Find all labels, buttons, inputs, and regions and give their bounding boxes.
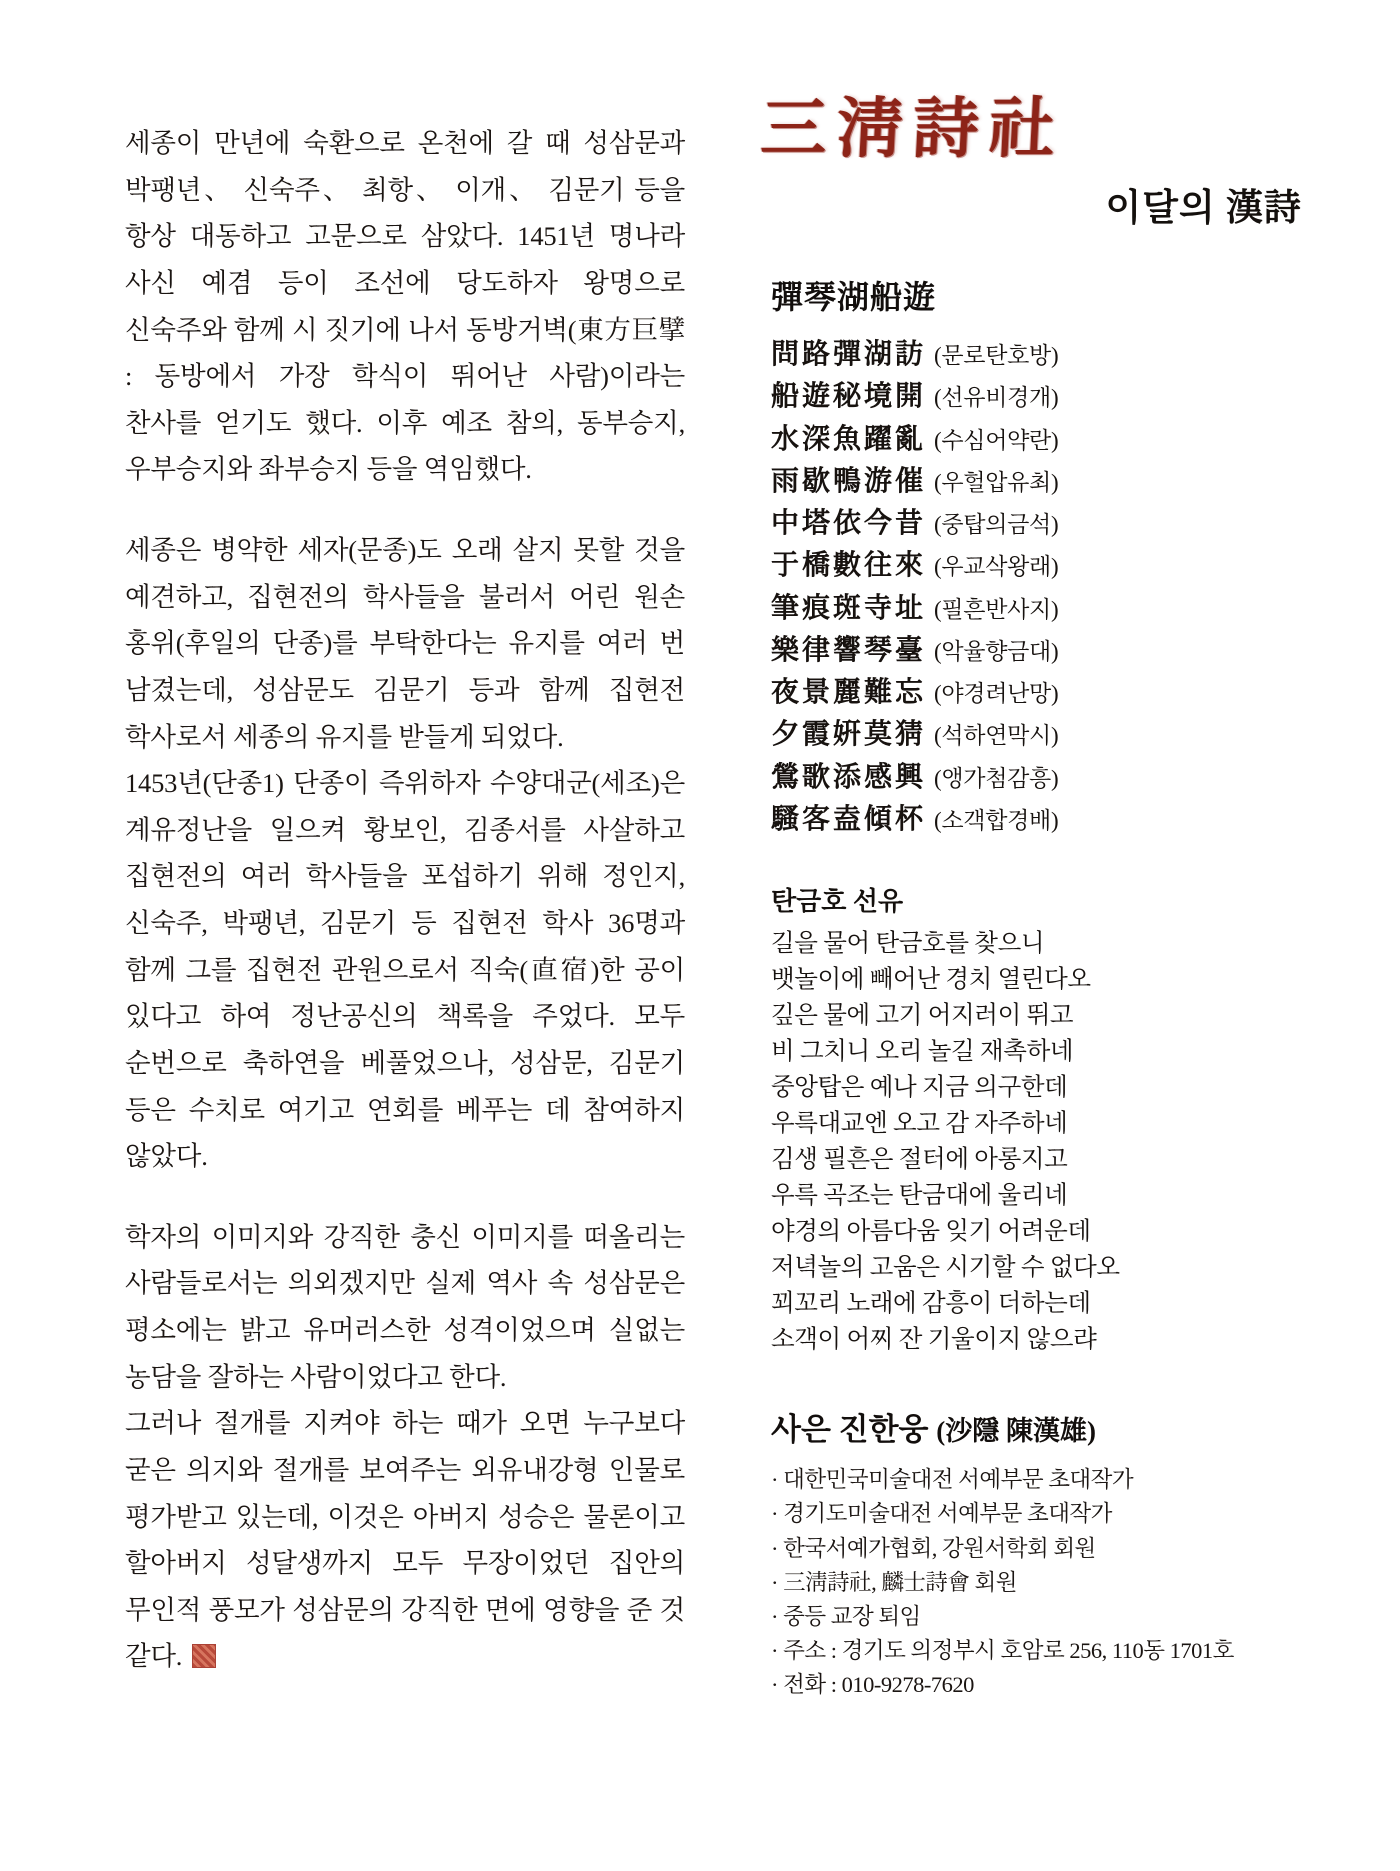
poem-line <box>771 672 1330 714</box>
poem-line-reading: (야경려난망) <box>934 681 1059 707</box>
poem-line-reading: (석하연막시) <box>934 723 1059 749</box>
translation-line: 중앙탑은 예나 지금 의구한데 <box>771 1074 1068 1102</box>
translation-line: 꾀꼬리 노래에 감흥이 더하는데 <box>771 1290 1091 1318</box>
poem-line <box>771 588 1330 630</box>
poem-line <box>771 799 1330 841</box>
poem-right-column <box>685 89 1330 1831</box>
poem-title: 彈琴湖船遊 <box>771 279 937 315</box>
poem-line-hanja: 雨歇鴨游催 <box>771 465 927 497</box>
article-paragraph-text: 그러나 절개를 지켜야 하는 때가 오면 누구보다 굳은 의지와 절개를 보여주는 외유내강형 인물로 평가받고 있는데, 이것은 아버지 성승은 물론이고 할아버지 성달생까지 모두 무장이었던 집안의 무인적 풍모가 성삼문의 강직한 면에 영향을 준 것 같다. <box>125 1408 685 1672</box>
poem-line-hanja: 船遊秘境開 <box>771 381 927 413</box>
poem-line <box>771 757 1330 799</box>
poem-line-reading: (우헐압유최) <box>934 469 1059 495</box>
poem-line-hanja: 水深魚躍亂 <box>771 423 927 455</box>
poem-line-reading: (선유비경개) <box>934 385 1059 411</box>
translation-line: 깊은 물에 고기 어지러이 뛰고 <box>771 1002 1074 1030</box>
translation-line: 우륵 곡조는 탄금대에 울리네 <box>771 1182 1068 1210</box>
poem-line-reading: (수심어약란) <box>934 427 1059 453</box>
author-credit-item: · 경기도미술대전 서예부문 초대작가 <box>771 1497 1330 1531</box>
translation-heading: 탄금호 선유 <box>771 887 904 917</box>
poem-line <box>771 714 1330 756</box>
author-phone: · 전화 : 010-9278-7620 <box>771 1668 1330 1702</box>
poem-line-hanja: 問路彈湖訪 <box>771 339 927 370</box>
translation-line: 뱃놀이에 빼어난 경치 열린다오 <box>771 966 1091 994</box>
poem-hanja-lines <box>771 334 1330 841</box>
poem-line <box>771 419 1330 461</box>
translation-lines <box>771 926 1330 1358</box>
translation-line: 저녁놀의 고움은 시기할 수 없다오 <box>771 1254 1120 1282</box>
author-credit-item: · 중등 교장 퇴임 <box>771 1600 1330 1634</box>
author-name-korean: 사은 진한웅 <box>771 1412 929 1448</box>
article-left-column <box>125 95 685 1831</box>
poem-line-hanja: 中塔依今昔 <box>771 508 927 540</box>
author-name <box>771 1404 1330 1449</box>
author-name-hanja: (沙隱 陳漢雄) <box>936 1416 1096 1447</box>
translation-line: 소객이 어찌 잔 기울이지 않으랴 <box>771 1326 1097 1354</box>
article-paragraph: 세종이 만년에 숙환으로 온천에 갈 때 성삼문과 박팽년、 신숙주、 최항、 이개、 김문기 등을 항상 대동하고 고문으로 삼았다. 1451년 명나라 사신 예겸 등이 조선에 당도하자 왕명으로 신숙주와 함께 시 짓기에 나서 동방거벽(東方巨擘 : 동방에서 가장 학식이 뛰어난 사람)이라는 찬사를 얻기도 했다. 이후 예조 참의, 동부승지, 우부승지와 좌부승지 등을 역임했다. <box>125 128 685 485</box>
poem-line-reading: (우교삭왕래) <box>934 554 1059 580</box>
poem-line-hanja: 于橋數往來 <box>771 550 927 582</box>
poem-line-hanja: 鶯歌添感興 <box>771 761 927 793</box>
poem-line-hanja: 樂律響琴臺 <box>771 634 927 666</box>
poem-line <box>771 376 1330 418</box>
translation-line: 야경의 아름다움 잊기 어려운데 <box>771 1218 1091 1246</box>
translation-line: 비 그치니 오리 놀길 재촉하네 <box>771 1038 1074 1066</box>
article-paragraph: 1453년(단종1) 단종이 즉위하자 수양대군(세조)은 계유정난을 일으켜 황보인, 김종서를 사살하고 집현전의 여러 학사들을 포섭하기 위해 정인지, 신숙주, 박팽년, 김문기 등 집현전 학사 36명과 함께 그를 집현전 관원으로서 직숙(直宿)한 공이 있다고 하여 정난공신의 책록을 주었다. 모두 순번으로 축하연을 베풀었으나, 성삼문, 김문기 등은 수치로 여기고 연회를 베푸는 데 참여하지 않았다. <box>125 768 685 1172</box>
poem-line-reading: (악율향금대) <box>934 638 1059 664</box>
poem-line <box>771 545 1330 587</box>
author-credit-item: · 三淸詩社, 麟士詩會 회원 <box>771 1566 1330 1600</box>
samcheong-siasa-logo: 三淸詩社 <box>758 89 1068 167</box>
poem-line-hanja: 筆痕斑寺址 <box>771 592 927 624</box>
poem-line-reading: (앵가첨감흥) <box>934 765 1059 791</box>
article-paragraph: 세종은 병약한 세자(문종)도 오래 살지 못할 것을 예견하고, 집현전의 학사들을 불러서 어린 원손 홍위(후일의 단종)를 부탁한다는 유지를 여러 번 남겼는데, 성삼문도 김문기 등과 함께 집현전 학사로서 세종의 유지를 받들게 되었다. <box>125 535 685 752</box>
poem-line <box>771 630 1330 672</box>
masthead-subtitle: 이달의 漢詩 <box>1105 188 1302 229</box>
author-block <box>771 1404 1330 1702</box>
poem-line-reading: (문로탄호방) <box>934 343 1059 368</box>
poem-line-reading: (필흔반사지) <box>934 596 1059 622</box>
author-credit-item: · 대한민국미술대전 서예부문 초대작가 <box>771 1463 1330 1497</box>
author-address: · 주소 : 경기도 의정부시 호암로 256, 110동 1701호 <box>771 1634 1330 1668</box>
poem-line-hanja: 夕霞姸莫猜 <box>771 719 927 751</box>
poem-line-reading: (소객합경배) <box>934 807 1059 833</box>
masthead <box>755 89 1330 250</box>
poem-line-hanja: 騷客盍傾杯 <box>771 803 927 835</box>
poem-line-hanja: 夜景麗難忘 <box>771 677 927 709</box>
red-seal-stamp-icon <box>192 1644 216 1668</box>
article-paragraph: 학자의 이미지와 강직한 충신 이미지를 떠올리는 사람들로서는 의외겠지만 실제 역사 속 성삼문은 평소에는 밝고 유머러스한 성격이었으며 실없는 농담을 잘하는 사람이었다고 한다. <box>125 1221 685 1392</box>
article-paragraph-final <box>125 1400 685 1680</box>
author-credits <box>771 1463 1330 1702</box>
translation-line: 길을 물어 탄금호를 찾으니 <box>771 930 1045 958</box>
poem-line <box>771 461 1330 503</box>
poem-line <box>771 503 1330 545</box>
translation-line: 김생 필흔은 절터에 아롱지고 <box>771 1146 1068 1174</box>
author-credit-item: · 한국서예가협회, 강원서학회 회원 <box>771 1532 1330 1566</box>
poem-line-reading: (중탑의금석) <box>934 512 1059 538</box>
translation-line: 우륵대교엔 오고 감 자주하네 <box>771 1110 1068 1138</box>
poem-line <box>771 334 1330 376</box>
